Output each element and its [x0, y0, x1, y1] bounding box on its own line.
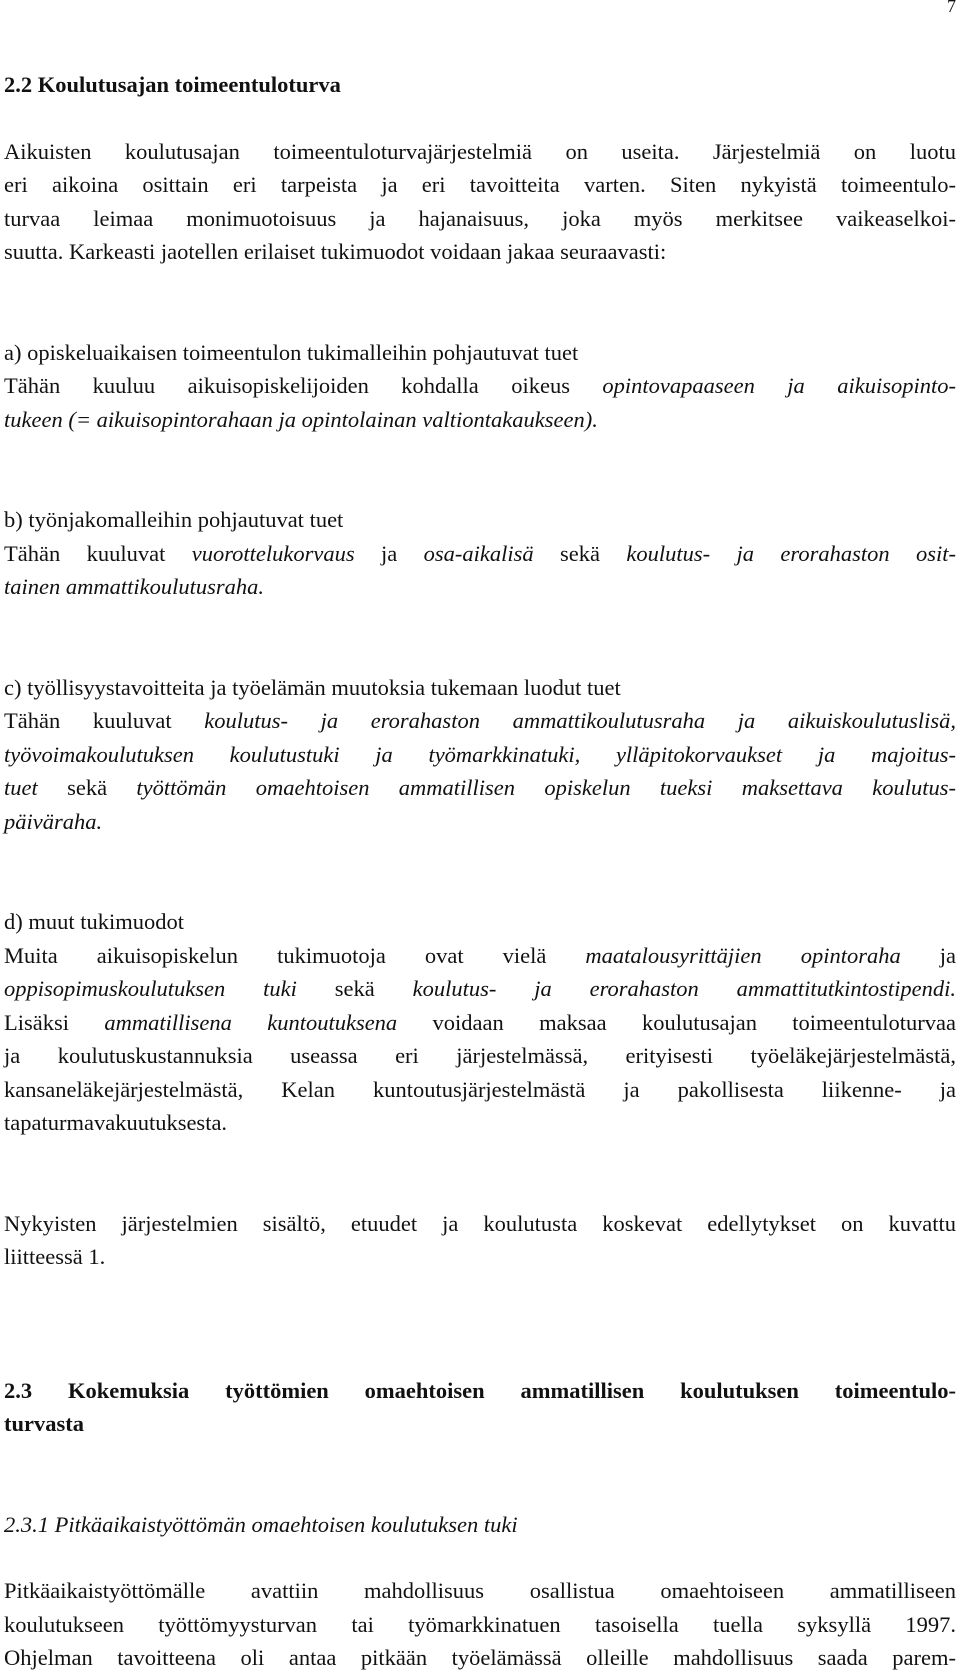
paragraph-line: koulutukseen työttömyysturvan tai työmarkkinatuen tasoisella tuella syksyllä 1997. — [4, 1611, 956, 1637]
list-item-title: a) opiskeluaikaisen toimeentulon tukimalleihin pohjautuvat tuet — [4, 339, 579, 365]
paragraph-line: kansaneläkejärjestelmästä, Kelan kuntoutusjärjestelmästä ja pakollisesta liikenne- ja — [4, 1076, 956, 1102]
subsection-heading-2-3-1: 2.3.1 Pitkäaikaistyöttömän omaehtoisen koulutuksen tuki — [4, 1511, 518, 1537]
section-heading-2-3 — [4, 1374, 956, 1441]
paragraph-line: eri aikoina osittain eri tarpeista ja eri tavoitteita varten. Siten nykyistä toimeentulo- — [4, 172, 956, 197]
intro-paragraph — [4, 135, 956, 269]
paragraph-line: Tähän kuuluvat koulutus- ja erorahaston ammattikoulutusraha ja aikuiskoulutuslisä, — [4, 708, 956, 733]
paragraph-line: turvaa leimaa monimuotoisuus ja hajanaisuus, joka myös merkitsee vaikeaselkoi- — [4, 205, 956, 231]
list-item-b — [4, 503, 956, 604]
list-item-title: d) muut tukimuodot — [4, 909, 184, 934]
list-item-title: b) työnjakomalleihin pohjautuvat tuet — [4, 507, 344, 532]
paragraph-line: Lisäksi ammatillisena kuntoutuksena voidaan maksaa koulutusajan toimeentuloturvaa — [4, 1009, 956, 1035]
section-2-3-1-paragraph — [4, 1574, 956, 1675]
paragraph-line: Nykyisten järjestelmien sisältö, etuudet ja koulutusta koskevat edellytykset on kuvattu — [4, 1210, 956, 1236]
paragraph-line: Aikuisten koulutusajan toimeentuloturvajärjestelmiä on useita. Järjestelmiä on luotu — [4, 138, 956, 164]
page-number: 7 — [947, 0, 956, 16]
heading-line: 2.3 Kokemuksia työttömien omaehtoisen ammatillisen koulutuksen toimeentulo- — [4, 1377, 956, 1403]
paragraph-line: tukeen (= aikuisopintorahaan ja opintolainan valtiontakaukseen). — [4, 406, 598, 432]
paragraph-line: tuet sekä työttömän omaehtoisen ammatillisen opiskelun tueksi maksettava koulutus- — [4, 775, 956, 800]
paragraph-line: Tähän kuuluu aikuisopiskelijoiden kohdalla oikeus opintovapaaseen ja aikuisopinto- — [4, 373, 956, 398]
paragraph-line: tapaturmavakuutuksesta. — [4, 1110, 228, 1135]
closing-paragraph — [4, 1207, 956, 1274]
paragraph-line: suutta. Karkeasti jaotellen erilaiset tukimuodot voidaan jakaa seuraavasti: — [4, 239, 667, 264]
paragraph-line: päiväraha. — [4, 808, 103, 834]
section-heading-2-2: 2.2 Koulutusajan toimeentuloturva — [4, 72, 341, 97]
list-item-c — [4, 671, 956, 839]
list-item-d — [4, 905, 956, 1140]
paragraph-line: oppisopimuskoulutuksen tuki sekä koulutus- ja erorahaston ammattitutkintostipendi. — [4, 976, 956, 1001]
paragraph-line: tainen ammattikoulutusraha. — [4, 574, 264, 599]
paragraph-line: työvoimakoulutuksen koulutustuki ja työmarkkinatuki, ylläpitokorvaukset ja majoitus- — [4, 741, 956, 767]
heading-line: turvasta — [4, 1411, 84, 1436]
paragraph-line: Muita aikuisopiskelun tukimuotoja ovat vielä maatalousyrittäjien opintoraha ja — [4, 942, 956, 968]
paragraph-line: Ohjelman tavoitteena oli antaa pitkään työelämässä olleille mahdollisuus saada parem- — [4, 1645, 956, 1670]
paragraph-line: ja koulutuskustannuksia useassa eri järjestelmässä, erityisesti työeläkejärjestelmästä, — [4, 1043, 956, 1068]
paragraph-line: Tähän kuuluvat vuorottelukorvaus ja osa-aikalisä sekä koulutus- ja erorahaston osit- — [4, 540, 956, 566]
document-body — [4, 68, 956, 1675]
paragraph-line: Pitkäaikaistyöttömälle avattiin mahdollisuus osallistua omaehtoiseen ammatilliseen — [4, 1578, 956, 1603]
list-item-a — [4, 336, 956, 437]
paragraph-line: liitteessä 1. — [4, 1244, 106, 1269]
list-item-title: c) työllisyystavoitteita ja työelämän muutoksia tukemaan luodut tuet — [4, 674, 621, 700]
